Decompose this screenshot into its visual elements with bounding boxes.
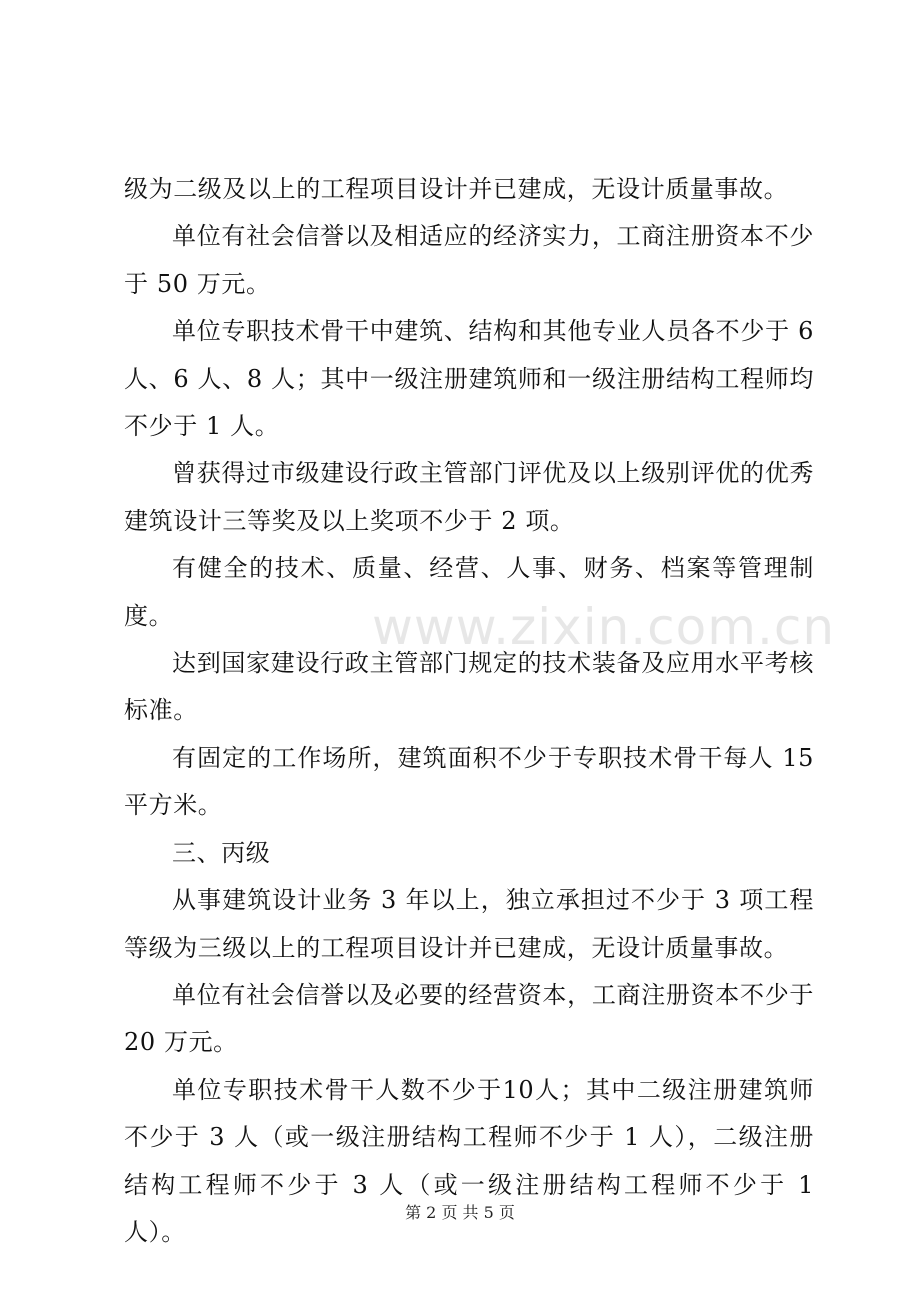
- paragraph: 达到国家建设行政主管部门规定的技术装备及应用水平考核标准。: [124, 649, 814, 725]
- paragraph: 有健全的技术、质量、经营、人事、财务、档案等管理制度。: [124, 554, 814, 630]
- paragraph: 单位专职技术骨干中建筑、结构和其他专业人员各不少于 6 人、6 人、8 人；其中一级注册建筑师和一级注册结构工程师均不少于 1 人。: [124, 317, 814, 441]
- paragraph: 从事建筑设计业务 3 年以上，独立承担过不少于 3 项工程等级为三级以上的工程项目设计并已建成，无设计质量事故。: [124, 886, 814, 962]
- section-heading: 三、丙级: [172, 838, 271, 867]
- paragraph: 曾获得过市级建设行政主管部门评优及以上级别评优的优秀建筑设计三等奖及以上奖项不少于 2 项。: [124, 459, 814, 535]
- document-body: [124, 166, 814, 1256]
- page-number-footer: 第 2 页 共 5 页: [405, 1203, 515, 1222]
- paragraph: 级为二级及以上的工程项目设计并已建成，无设计质量事故。: [124, 175, 789, 203]
- watermark: www.zixin.com.cn: [372, 598, 836, 656]
- paragraph: 单位有社会信誉以及必要的经营资本，工商注册资本不少于 20 万元。: [124, 980, 814, 1057]
- paragraph: 单位有社会信誉以及相适应的经济实力，工商注册资本不少于 50 万元。: [124, 222, 814, 298]
- paragraph: 单位专职技术骨干人数不少于10人；其中二级注册建筑师不少于 3 人（或一级注册结构工程师不少于 1 人），二级注册结构工程师不少于 3 人（或一级注册结构工程师不少于 1 人）。: [124, 1075, 814, 1246]
- paragraph: 有固定的工作场所，建筑面积不少于专职技术骨干每人 15 平方米。: [124, 743, 814, 820]
